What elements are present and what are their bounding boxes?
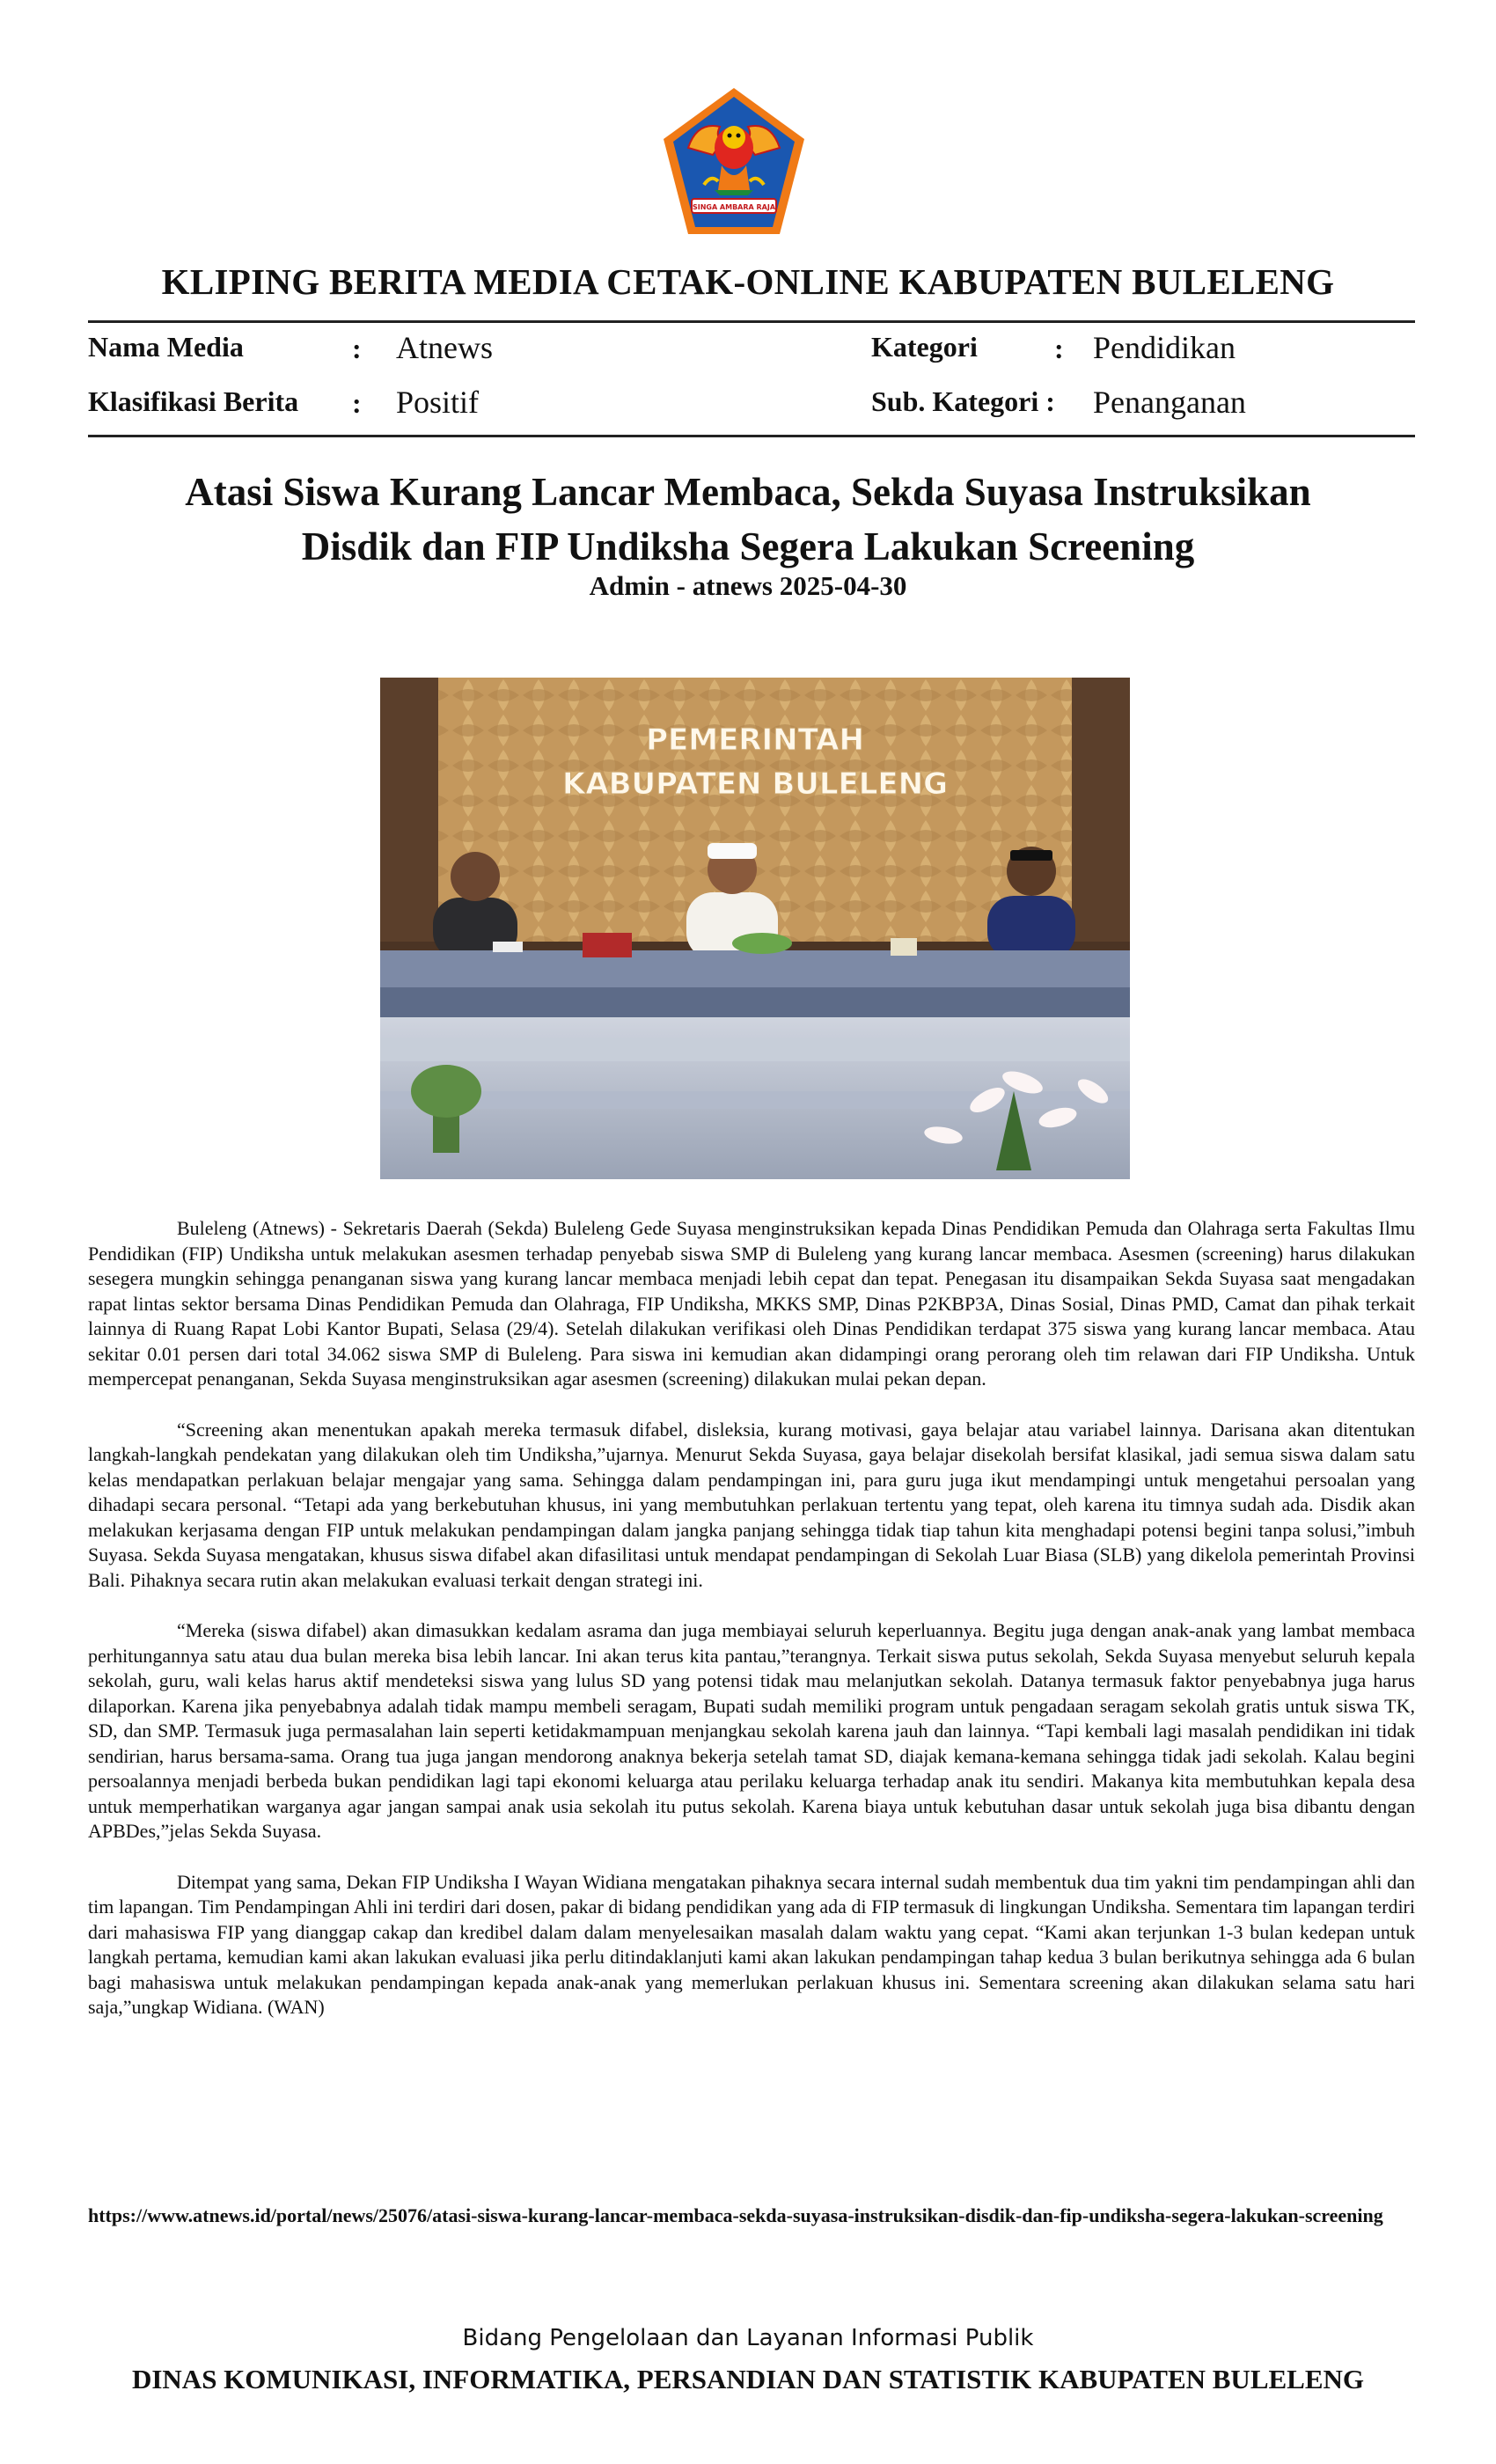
- news-classification-value: Positif: [396, 385, 480, 420]
- wall-sign-line-2: KABUPATEN BULELENG: [561, 766, 949, 802]
- footer-division: Bidang Pengelolaan dan Layanan Informasi Publik: [462, 2325, 1034, 2351]
- article-paragraph: “Screening akan menentukan apakah mereka termasuk difabel, disleksia, kurang motivasi, gaya belajar atau variabel lainnya. Darisana akan ditentukan langkah-langkah pendekatan yang dilakukan oleh tim Undiksha,”ujarnya. Menurut Sekda Suyasa, gaya belajar disekolah bersifat klasikal, jadi semua siswa dalam satu kelas mendapatkan perlakuan belajar mengajar yang sama. Sehingga dalam pendampingan ini, para guru juga ikut mendampingi untuk mengetahui persoalan yang dihadapi secara personal. “Tetapi ada yang berkebutuhan khusus, ini yang membutuhkan perlakuan tertentu yang tepat, oleh karena itu timnya sudah ada. Disdik akan melakukan kerjasama dengan FIP untuk melakukan pendampingan dalam jangka panjang sehingga tidak tiap tahun kita menghadapi potensi begini tanpa solusi,”imbuh Suyasa. Sekda Suyasa mengatakan, khusus siswa difabel akan difasilitasi untuk mendapat pendampingan di Sekolah Luar Biasa (SLB) yang dikelola pemerintah Provinsi Bali. Pihaknya secara rutin akan melakukan evaluasi terkait dengan strategi ini.: [88, 1418, 1415, 1591]
- article-paragraph: Buleleng (Atnews) - Sekretaris Daerah (Sekda) Buleleng Gede Suyasa menginstruksikan kepada Dinas Pendidikan Pemuda dan Olahraga serta Fakultas Ilmu Pendidikan (FIP) Undiksha untuk melakukan asesmen terhadap penyebab siswa SMP di Buleleng yang kurang lancar membaca. Asesmen (screening) harus dilakukan sesegera mungkin sehingga penanganan siswa yang kurang lancar membaca menjadi lebih cepat dan tepat. Penegasan itu disampaikan Sekda Suyasa saat mengadakan rapat lintas sektor bersama Dinas Pendidikan Pemuda dan Olahraga, FIP Undiksha, MKKS SMP, Dinas P2KBP3A, Dinas Sosial, Dinas PMD, Camat dan pihak terkait lainnya di Ruang Rapat Lobi Kantor Bupati, Selasa (29/4). Setelah dilakukan verifikasi oleh Dinas Pendidikan terdapat 375 siswa yang kurang lancar membaca. Atau sekitar 0.01 persen dari total 34.062 siswa SMP di Buleleng. Para siswa ini kemudian akan didampingi orang perorang oleh tim relawan dari FIP Undiksha. Untuk mempercepat penanganan, Sekda Suyasa menginstruksikan agar asesmen (screening) dilakukan mulai pekan depan.: [88, 1217, 1415, 1390]
- category-value: Pendidikan: [1093, 330, 1236, 365]
- meeting-photo: [380, 678, 1130, 1179]
- category-label: Kategori: [871, 331, 978, 363]
- news-classification-label: Klasifikasi Berita: [88, 385, 299, 417]
- article-paragraph: Ditempat yang sama, Dekan FIP Undiksha I Wayan Widiana mengatakan pihaknya secara internal sudah membentuk dua tim yakni tim pendampingan ahli dan tim lapangan. Tim Pendampingan Ahli ini terdiri dari dosen, pakar di bidang pendidikan yang ada di FIP termasuk di lingkungan Undiksha. Sementara tim lapangan terdiri dari mahasiswa FIP yang dianggap cakap dan kredibel dalam dalam menyelesaikan masalah dalam waktu yang cepat. “Kami akan terjunkan 1-3 bulan kedepan untuk langkah pertama, kemudian kami akan lakukan evaluasi jika perlu ditindaklanjuti kami akan lakukan pendampingan tahap kedua 3 bulan berikutnya sehingga ada 6 bulan bagi mahasiswa untuk melakukan pendampingan kepada anak-anak yang memerlukan perlakuan khusus ini. Sementara screening akan dilakukan selama satu hari saja,”ungkap Widiana. (WAN): [88, 1870, 1415, 2018]
- clipping-header-title: KLIPING BERITA MEDIA CETAK-ONLINE KABUPATEN BULELENG: [161, 261, 1335, 302]
- media-name-label: Nama Media: [88, 331, 244, 363]
- footer-department: DINAS KOMUNIKASI, INFORMATIKA, PERSANDIAN DAN STATISTIK KABUPATEN BULELENG: [131, 2364, 1365, 2394]
- sub-category-value: Penanganan: [1093, 385, 1246, 420]
- header-bottom-rule: [88, 435, 1415, 437]
- headline-line-2: Disdik dan FIP Undiksha Segera Lakukan Screening: [301, 524, 1195, 568]
- headline-line-1: Atasi Siswa Kurang Lancar Membaca, Sekda Suyasa Instruksikan: [185, 470, 1311, 514]
- article-byline: Admin - atnews 2025-04-30: [589, 570, 907, 601]
- media-name-colon: :: [352, 333, 362, 364]
- emblem-motto: SINGA AMBARA RAJA: [692, 203, 776, 211]
- meeting-photo-illustration: [380, 678, 1130, 1179]
- buleleng-regency-emblem: [662, 86, 806, 238]
- news-classification-colon: :: [352, 387, 362, 419]
- article-headline: [88, 465, 1408, 574]
- source-link[interactable]: https://www.atnews.id/portal/news/25076/atasi-siswa-kurang-lancar-membaca-sekda-suyasa-instruksikan-disdik-dan-fip-undiksha-segera-lakukan-screening: [88, 2204, 1383, 2226]
- sub-category-label: Sub. Kategori :: [871, 385, 1055, 417]
- article-body: [88, 1216, 1415, 2046]
- category-colon: :: [1054, 333, 1064, 364]
- wall-sign-line-1: PEMERINTAH: [646, 722, 864, 758]
- header-top-rule: [88, 320, 1415, 323]
- article-paragraph: “Mereka (siswa difabel) akan dimasukkan kedalam asrama dan juga membiayai seluruh keperluannya. Begitu juga dengan anak-anak yang lambat membaca perhitungannya satu atau dua bulan mereka bisa lebih lancar. Ini akan terus kita pantau,”terangnya. Terkait siswa putus sekolah, Sekda Suyasa menyebut seluruh kepala sekolah, guru, wali kelas harus aktif mendeteksi siswa yang lulus SD yang potensi tidak mau melanjutkan sekolah. Datanya termasuk faktor penyebabnya juga harus dilaporkan. Karena jika penyebabnya adalah tidak mampu membeli seragam, Bupati sudah memiliki program untuk pengadaan seragam sekolah gratis untuk siswa TK, SD, dan SMP. Termasuk juga permasalahan lain seperti ketidakmampuan menjangkau sekolah karena jauh dan lainnya. “Tapi kembali lagi masalah pendidikan ini tidak sendirian, harus bersama-sama. Orang tua juga jangan mendorong anaknya bekerja setelah tamat SD, diajak kemana-kemana sehingga tidak jadi sekolah. Kalau begini persoalannya menjadi berbeda bukan pendidikan lagi tapi ekonomi keluarga atau perilaku keluarga terhadap anak itu sendiri. Makanya kita membutuhkan kepala desa untuk memperhatikan warganya agar jangan sampai anak usia sekolah itu putus sekolah. Karena biaya untuk kebutuhan dasar untuk sekolah juga bisa dibantu dengan APBDes,”jelas Sekda Suyasa.: [88, 1619, 1415, 1842]
- media-name-value: Atnews: [396, 330, 493, 365]
